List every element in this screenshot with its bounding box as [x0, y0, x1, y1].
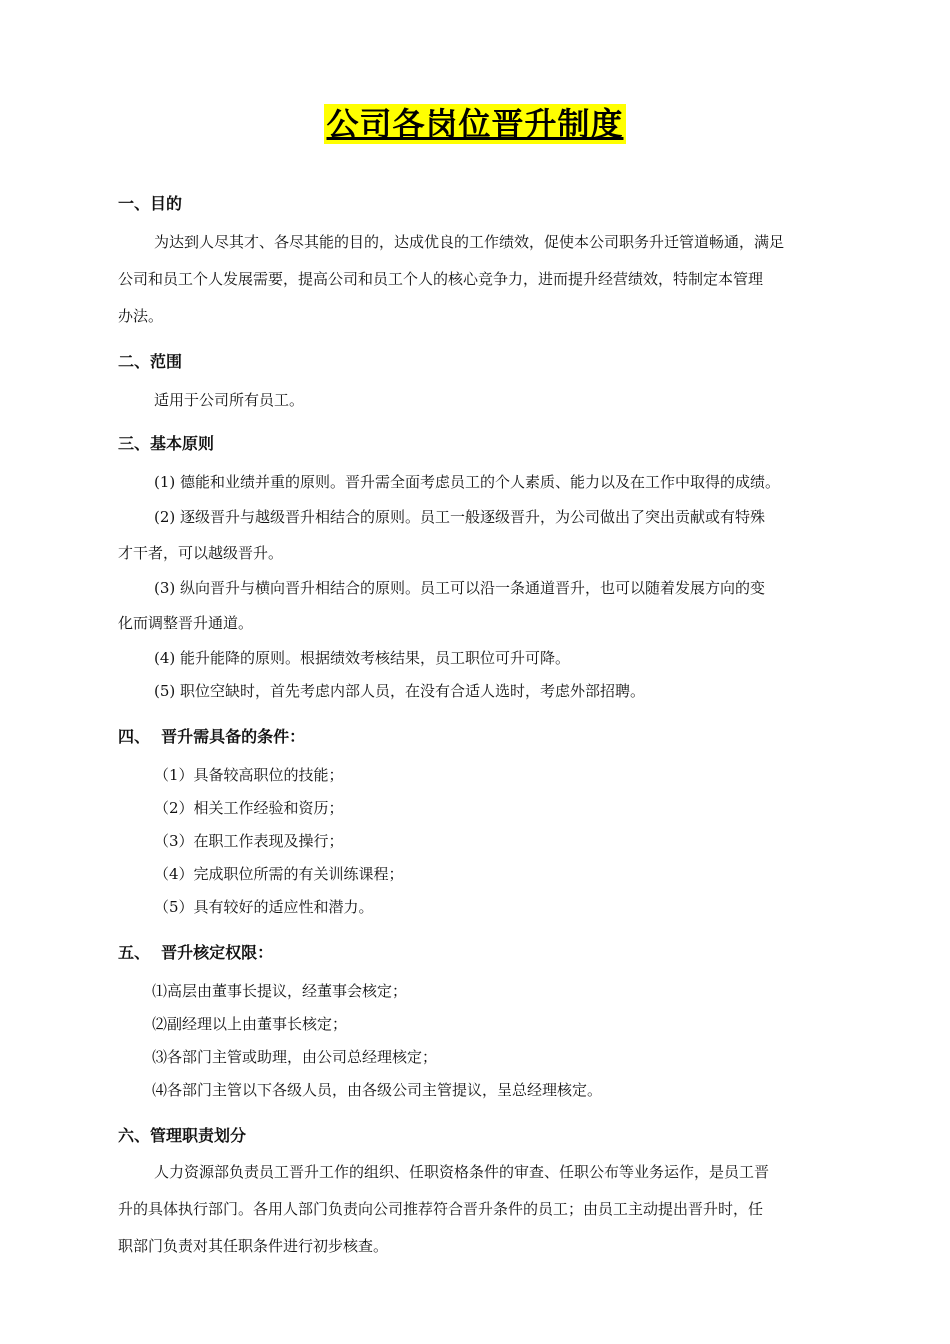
section-heading-responsibilities: 六、管理职责划分	[118, 1126, 247, 1145]
list-item: (1) 德能和业绩并重的原则。晋升需全面考虑员工的个人素质、能力以及在工作中取得的成绩。	[154, 473, 781, 491]
section-heading-scope: 二、范围	[118, 352, 183, 371]
section-body-scope: 适用于公司所有员工。	[154, 391, 305, 409]
section-heading-purpose: 一、目的	[118, 194, 183, 213]
section-heading-authority: 五、 晋升核定权限：	[118, 943, 274, 962]
list-item: (3) 纵向晋升与横向晋升相结合的原则。员工可以沿一条通道晋升，也可以随着发展方向的变	[154, 579, 766, 597]
list-item: ⑴高层由董事长提议，经董事会核定；	[152, 982, 408, 1000]
section-body-purpose	[118, 230, 838, 341]
paragraph-line: 升的具体执行部门。各用人部门负责向公司推荐符合晋升条件的员工；由员工主动提出晋升时，任	[118, 1200, 764, 1218]
document-title-wrap	[0, 104, 950, 144]
list-item: ⑶各部门主管或助理，由公司总经理核定；	[152, 1048, 438, 1066]
list-item-continuation: 才干者，可以越级晋升。	[118, 544, 284, 562]
list-item: ⑷各部门主管以下各级人员，由各级公司主管提议，呈总经理核定。	[152, 1081, 603, 1099]
list-item: (5) 职位空缺时，首先考虑内部人员，在没有合适人选时，考虑外部招聘。	[154, 682, 646, 700]
list-item-continuation: 化而调整晋升通道。	[118, 614, 254, 632]
paragraph-line: 为达到人尽其才、各尽其能的目的，达成优良的工作绩效，促使本公司职务升迁管道畅通，满足	[154, 233, 785, 251]
list-item: (4) 能升能降的原则。根据绩效考核结果，员工职位可升可降。	[154, 649, 571, 667]
list-item: （1）具备较高职位的技能；	[154, 766, 344, 784]
section-heading-principles: 三、基本原则	[118, 434, 215, 453]
list-item: （3）在职工作表现及操行；	[154, 832, 344, 850]
paragraph-line: 办法。	[118, 307, 164, 325]
paragraph-line: 职部门负责对其任职条件进行初步核查。	[118, 1237, 389, 1255]
list-item: ⑵副经理以上由董事长核定；	[152, 1015, 348, 1033]
section-body-responsibilities	[118, 1160, 838, 1271]
paragraph-line: 人力资源部负责员工晋升工作的组织、任职资格条件的审查、任职公布等业务运作，是员工晋	[154, 1163, 770, 1181]
list-item: (2) 逐级晋升与越级晋升相结合的原则。员工一般逐级晋升，为公司做出了突出贡献或有特殊	[154, 508, 766, 526]
section-heading-conditions: 四、 晋升需具备的条件：	[118, 727, 306, 746]
document-title: 公司各岗位晋升制度	[326, 105, 624, 143]
list-item: （4）完成职位所需的有关训练课程；	[154, 865, 404, 883]
paragraph-line: 公司和员工个人发展需要，提高公司和员工个人的核心竞争力，进而提升经营绩效，特制定本管理	[118, 270, 764, 288]
list-item: （5）具有较好的适应性和潜力。	[154, 898, 374, 916]
list-item: （2）相关工作经验和资历；	[154, 799, 344, 817]
